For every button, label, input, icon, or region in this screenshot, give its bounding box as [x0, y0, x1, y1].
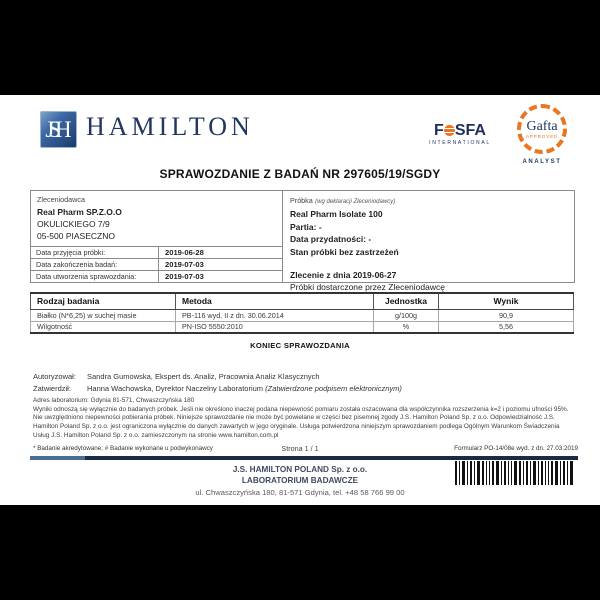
sample-expiry: Data przydatności: -: [290, 234, 372, 245]
cell-unit: g/100g: [374, 309, 439, 321]
cell-test-type: Białko (N*6,25) w suchej masie: [31, 309, 176, 321]
company-lab-label: LABORATORIUM BADAWCZE: [241, 476, 359, 485]
col-header-method: Metoda: [176, 293, 374, 309]
fosfa-logo: [423, 123, 497, 146]
table-row: [31, 259, 282, 271]
client-address-line1: OKULICKIEGO 7/9: [37, 219, 110, 229]
table-row: [31, 309, 574, 321]
cell-test-type: Wilgotność: [31, 321, 176, 333]
col-header-test-type: Rodzaj badania: [31, 293, 176, 309]
order-date: Zlecenie z dnia 2019-06-27: [290, 270, 397, 281]
sample-batch: Partia: -: [290, 221, 322, 232]
jsh-logo-icon: JSH: [40, 111, 77, 148]
authorized-name: Sandra Gumowska, Ekspert ds. Analiz, Pracownia Analiz Klasycznych: [87, 372, 320, 381]
cell-method: PB-116 wyd. II z dn. 30.06.2014: [176, 309, 374, 321]
sample-label: Próbka: [290, 196, 313, 205]
table-header-row: [31, 293, 574, 309]
sample-column: [283, 191, 574, 293]
page-number: Strona 1 / 1: [281, 444, 319, 453]
cell-unit: %: [374, 321, 439, 333]
cell-result: 5,56: [439, 321, 574, 333]
gafta-analyst-label: ANALYST: [522, 159, 562, 165]
barcode-icon: [455, 461, 575, 485]
sample-delivery: Próbki dostarczone przez Zleceniodawcę: [290, 282, 445, 293]
client-name: Real Pharm SP.Z.O.O: [37, 207, 122, 217]
info-box: [30, 190, 575, 293]
date-finished-label: Data zakończenia badań:: [31, 259, 159, 270]
sample-label-note: (wg deklaracji Zleceniodawcy): [315, 199, 396, 205]
cell-method: PN-ISO 5550:2010: [176, 321, 374, 333]
date-created-label: Data utworzenia sprawozdania:: [31, 271, 159, 282]
company-address: ul. Chwaszczyńska 180, 81-571 Gdynia, tel. +48 58 766 99 00: [195, 488, 405, 497]
report-title: SPRAWOZDANIE Z BADAŃ NR 297605/19/SGDY: [159, 167, 441, 181]
approved-line: [33, 383, 402, 395]
results-table: [30, 292, 574, 334]
gafta-logo: [506, 104, 578, 165]
report-document: [0, 95, 600, 505]
footer-divider: [30, 456, 578, 460]
sample-condition: Stan próbki bez zastrzeżeń: [290, 246, 399, 257]
date-finished-value: 2019-07-03: [165, 260, 204, 269]
client-cell: [31, 191, 282, 247]
cell-result: 90,9: [439, 309, 574, 321]
disclaimer-text: Wyniki odnoszą się wyłącznie do badanych próbek. Jeśli nie określono inaczej podana niepewność pomiaru została oszacowana dla współczynnika rozszerzenia k=2 i poziomu ufności 95%. Nie uwzględniono niepewności pobierania próbek. Niniejsze sprawozdanie nie może być powielane w części bez pisemnej zgody J.S. Hamilton Poland Sp. z o.o. Odpowiedzialność J.S. Hamilton Poland Sp. z o.o. jest ograniczona wyłącznie do danych zawartych w jego oryginale. Usługa potwierdzona niniejszym sprawozdaniem podlega Ogólnym Warunkom Świadczenia Usług J.S. Hamilton Poland Sp. z o.o. zamieszczonym na stronie www.hamilton.com.pl: [33, 405, 569, 439]
signatures-block: [33, 371, 402, 395]
authorized-label: Autoryzował:: [33, 372, 76, 381]
gafta-wordmark: Gafta: [526, 118, 558, 134]
table-row: [31, 321, 574, 333]
hamilton-brand-text: HAMILTON: [86, 112, 254, 141]
client-label: Zleceniodawca: [37, 195, 85, 204]
gafta-approved-label: APPROVED: [526, 133, 558, 139]
table-row: [31, 271, 282, 282]
fosfa-letters-sfa: SFA: [454, 122, 486, 139]
date-created-value: 2019-07-03: [165, 272, 204, 281]
company-name: J.S. HAMILTON POLAND Sp. z o.o.: [232, 465, 368, 474]
end-of-report-label: KONIEC SPRAWOZDANIA: [250, 341, 350, 350]
approved-note: (Zatwierdzone podpisem elektronicznym): [265, 384, 402, 393]
fosfa-subtitle: INTERNATIONAL: [429, 140, 491, 146]
lab-address-line: Adres laboratorium: Gdynia 81-571, Chwaszczyńska 180: [33, 397, 195, 404]
authorized-line: [33, 371, 402, 383]
table-row: [31, 247, 282, 259]
approved-label: Zatwierdził:: [33, 384, 71, 393]
fine-print: [33, 397, 575, 441]
col-header-result: Wynik: [439, 293, 574, 309]
client-column: [31, 191, 283, 282]
form-number: Formularz PO-14/08e wyd. z dn. 27.03.2019: [454, 445, 578, 452]
fosfa-letter-f: F: [434, 122, 444, 139]
client-address-line2: 05-500 PIASECZNO: [37, 231, 115, 241]
col-header-unit: Jednostka: [374, 293, 439, 309]
accreditation-legend: * Badanie akredytowane; # Badanie wykonane u podwykonawcy: [33, 445, 213, 452]
sample-label-line: [290, 194, 567, 208]
date-received-value: 2019-06-28: [165, 248, 204, 257]
approved-name: Hanna Wachowska, Dyrektor Naczelny Laboratorium: [87, 384, 264, 393]
fosfa-wordmark: [423, 123, 497, 139]
globe-icon: [444, 125, 455, 136]
date-received-label: Data przyjęcia próbki:: [31, 247, 159, 258]
spacer: [290, 258, 567, 269]
sample-name: Real Pharm Isolate 100: [290, 209, 383, 220]
gafta-wreath-icon: [517, 104, 567, 154]
